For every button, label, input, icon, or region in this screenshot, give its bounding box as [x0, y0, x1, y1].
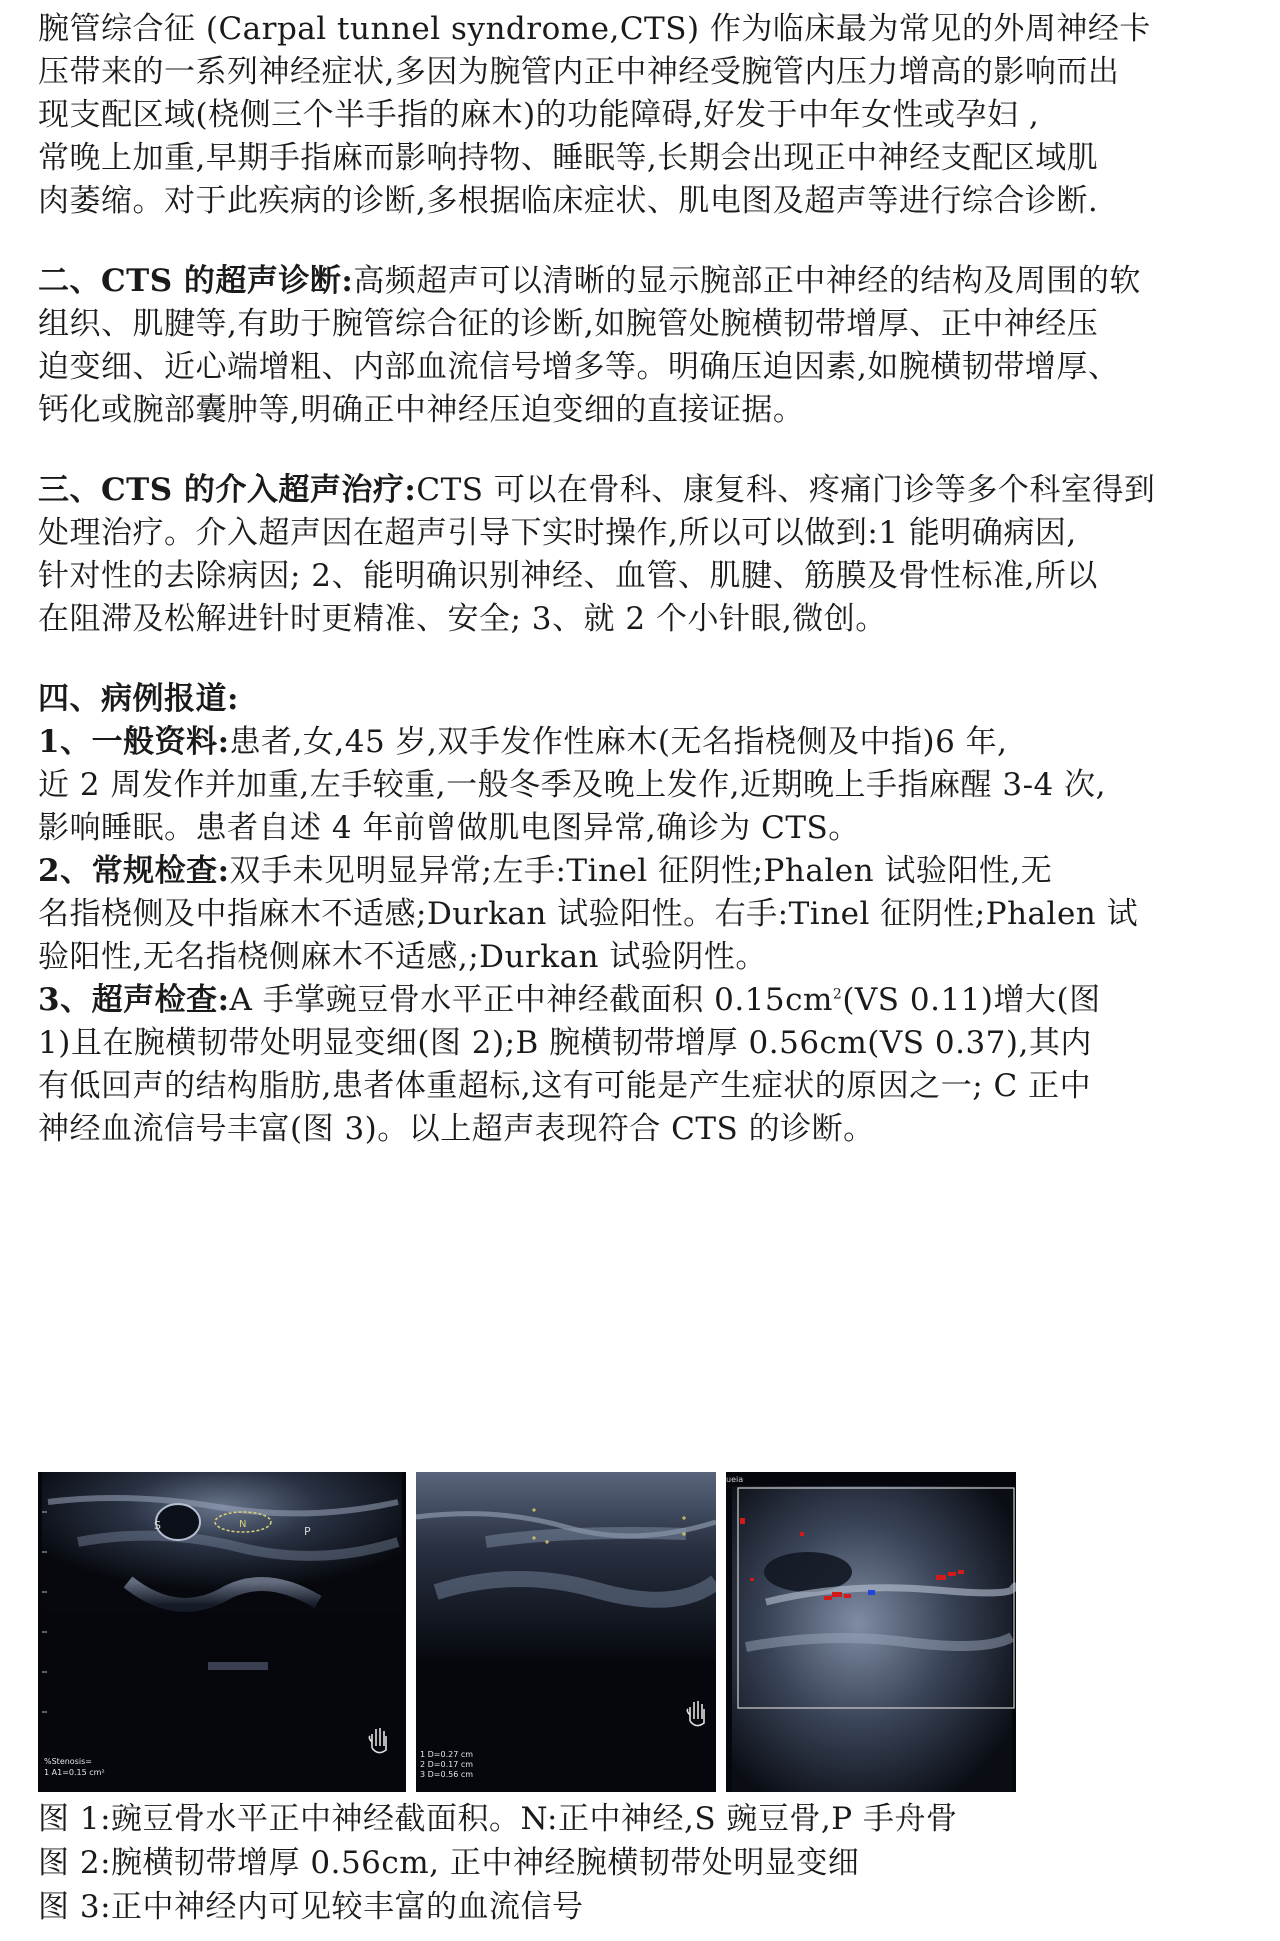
case-routine-text: 双手未见明显异常;左手:Tinel 征阴性;Phalen 试验阳性,无 — [229, 853, 1053, 889]
section-4-heading: 四、病例报道: — [38, 681, 239, 717]
section-2-line-2: 组织、肌腱等,有助于腕管综合征的诊断,如腕管处腕横韧带增厚、正中神经压 — [38, 306, 1099, 342]
case-routine-line-3: 验阳性,无名指桡侧麻木不适感,;Durkan 试验阴性。 — [38, 939, 767, 975]
case-general-line-2: 近 2 周发作并加重,左手较重,一般冬季及晚上发作,近期晚上手指麻醒 3-4 次, — [38, 767, 1106, 803]
fig1-stenosis-readout: %Stenosis= — [44, 1757, 92, 1766]
intro-line-2: 压带来的一系列神经症状,多因为腕管内正中神经受腕管内压力增高的影响而出 — [38, 54, 1120, 90]
fig1-label-p: P — [304, 1525, 311, 1538]
fig3-corner-text: ueia — [726, 1475, 744, 1484]
fig1-area-readout: 1 A1=0.15 cm² — [44, 1768, 105, 1777]
section-2-line-3: 迫变细、近心端增粗、内部血流信号增多等。明确压迫因素,如腕横韧带增厚、 — [38, 349, 1120, 385]
case-ultrasound-heading: 3、超声检查: — [38, 982, 230, 1018]
section-2-line-1 — [38, 262, 1248, 300]
section-2-line-4: 钙化或腕部囊肿等,明确正中神经压迫变细的直接证据。 — [38, 392, 805, 428]
figure-3-doppler-image — [726, 1472, 1016, 1792]
section-3-heading: 三、CTS 的介入超声治疗: — [38, 472, 417, 508]
fig1-label-n: N — [239, 1519, 247, 1530]
section-3-line-3: 针对性的去除病因; 2、能明确识别神经、血管、肌腱、筋膜及骨性标准,所以 — [38, 558, 1098, 594]
section-3-line-1 — [38, 471, 1248, 509]
intro-line-3: 现支配区域(桡侧三个半手指的麻木)的功能障碍,好发于中年女性或孕妇 , — [38, 97, 1040, 133]
case-routine-line-1 — [38, 852, 1248, 890]
case-general-line-3: 影响睡眠。患者自述 4 年前曾做肌电图异常,确诊为 CTS。 — [38, 810, 860, 846]
case-ultrasound-line-1 — [38, 981, 1248, 1019]
case-ultrasound-text-b: (VS 0.11)增大(图 — [842, 982, 1101, 1018]
figure-row — [38, 1472, 1248, 1792]
case-routine-heading: 2、常规检查: — [38, 853, 230, 889]
section-2-heading: 二、CTS 的超声诊断: — [38, 263, 354, 299]
case-ultrasound-text-a: A 手掌豌豆骨水平正中神经截面积 0.15cm — [229, 982, 833, 1018]
superscript-2: 2 — [832, 986, 843, 1003]
figure-1-caption: 图 1:豌豆骨水平正中神经截面积。N:正中神经,S 豌豆骨,P 手舟骨 — [38, 1801, 958, 1837]
figure-1-ultrasound-image — [38, 1472, 406, 1792]
case-routine-line-2: 名指桡侧及中指麻木不适感;Durkan 试验阳性。右手:Tinel 征阴性;Phalen 试 — [38, 896, 1139, 932]
figure-2-ultrasound-image — [416, 1472, 716, 1792]
section-2-text: 高频超声可以清晰的显示腕部正中神经的结构及周围的软 — [353, 263, 1141, 299]
case-ultrasound-line-3: 有低回声的结构脂肪,患者体重超标,这有可能是产生症状的原因之一; C 正中 — [38, 1068, 1092, 1104]
fig1-label-s: S — [154, 1519, 161, 1532]
case-general-text: 患者,女,45 岁,双手发作性麻木(无名指桡侧及中指)6 年, — [229, 724, 1008, 760]
fig2-distance-2: 2 D=0.17 cm — [420, 1760, 474, 1769]
case-general-heading: 1、一般资料: — [38, 724, 230, 760]
section-3-line-2: 处理治疗。介入超声因在超声引导下实时操作,所以可以做到:1 能明确病因, — [38, 515, 1077, 551]
case-ultrasound-line-2: 1)且在腕横韧带处明显变细(图 2);B 腕横韧带增厚 0.56cm(VS 0.37),其内 — [38, 1025, 1092, 1061]
intro-line-4: 常晚上加重,早期手指麻而影响持物、睡眠等,长期会出现正中神经支配区域肌 — [38, 140, 1099, 176]
case-ultrasound-line-4: 神经血流信号丰富(图 3)。以上超声表现符合 CTS 的诊断。 — [38, 1111, 875, 1147]
case-general-line-1 — [38, 723, 1248, 761]
intro-line-1: 腕管综合征 (Carpal tunnel syndrome,CTS) 作为临床最为常见的外周神经卡 — [38, 11, 1151, 47]
figure-2-caption: 图 2:腕横韧带增厚 0.56cm, 正中神经腕横韧带处明显变细 — [38, 1845, 860, 1881]
section-3-text: CTS 可以在骨科、康复科、疼痛门诊等多个科室得到 — [416, 472, 1156, 508]
intro-line-5: 肉萎缩。对于此疾病的诊断,多根据临床症状、肌电图及超声等进行综合诊断. — [38, 183, 1099, 219]
figure-3-caption: 图 3:正中神经内可见较丰富的血流信号 — [38, 1889, 584, 1925]
section-3-line-4: 在阻滞及松解进针时更精准、安全; 3、就 2 个小针眼,微创。 — [38, 601, 887, 637]
fig2-distance-1: 1 D=0.27 cm — [420, 1750, 474, 1759]
fig2-distance-3: 3 D=0.56 cm — [420, 1770, 474, 1779]
